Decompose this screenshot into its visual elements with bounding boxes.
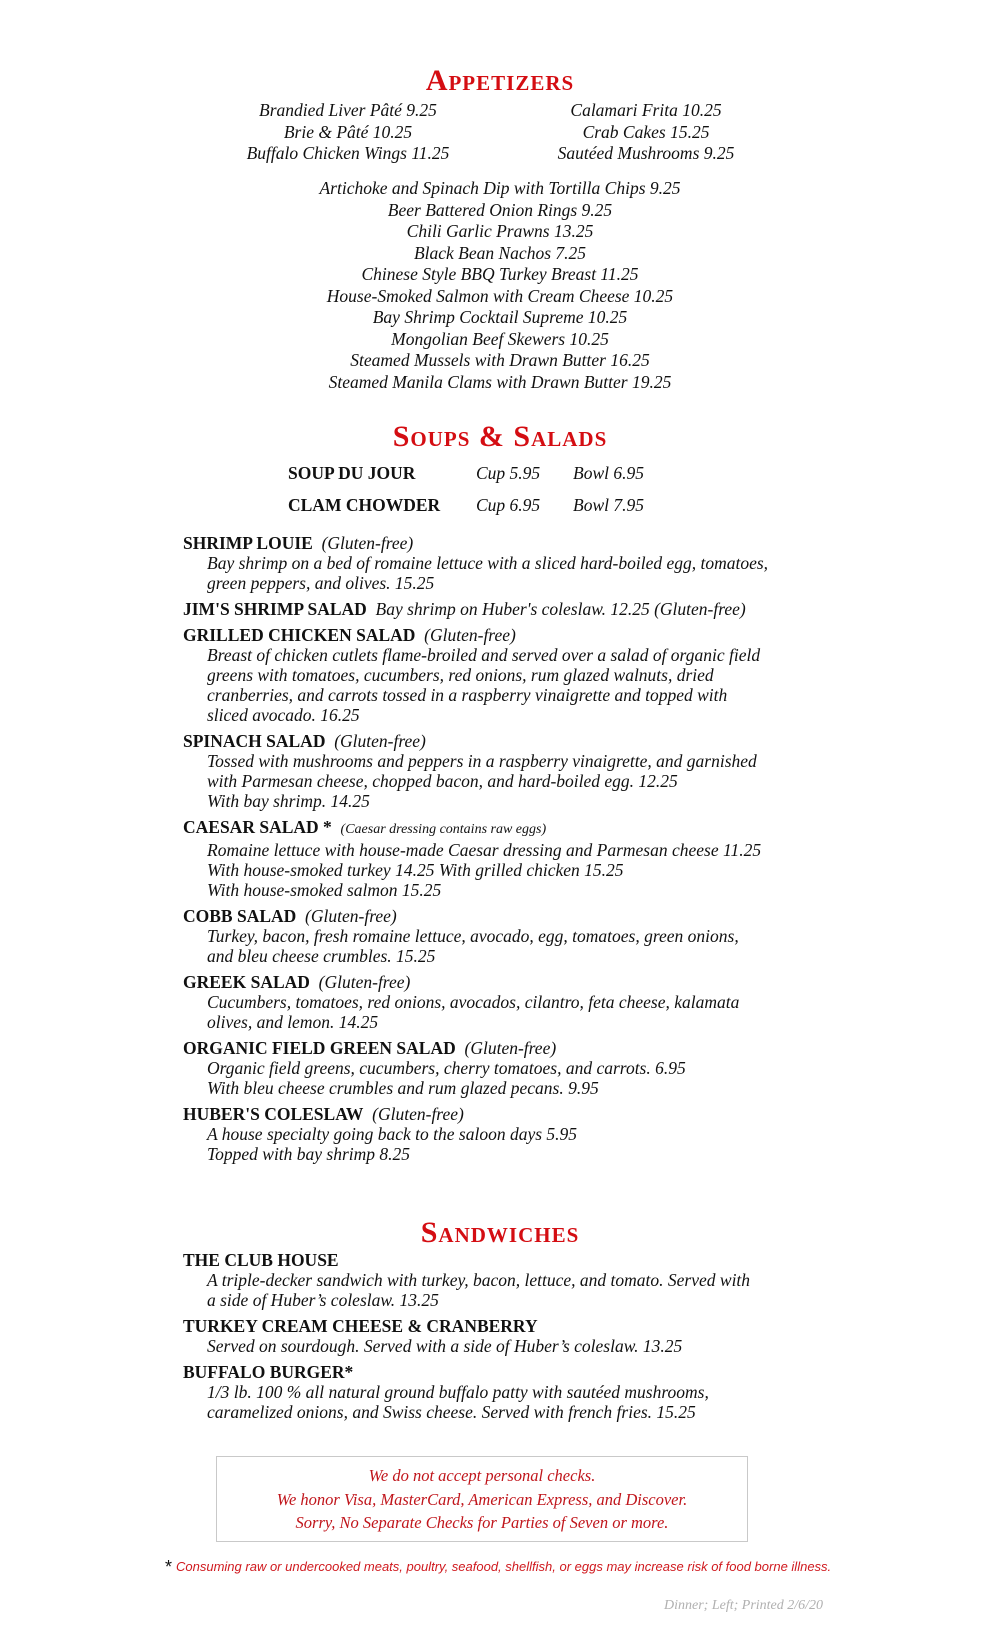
menu-item-description-line: green peppers, and olives. 15.25 xyxy=(207,573,435,593)
menu-item-header xyxy=(183,817,823,840)
menu-item-name: THE CLUB HOUSE xyxy=(183,1250,339,1270)
soup-row xyxy=(288,495,644,527)
print-footer: Dinner; Left; Printed 2/6/20 xyxy=(664,1598,824,1613)
menu-item-tag: (Gluten-free) xyxy=(372,1104,464,1124)
menu-item xyxy=(183,1362,823,1422)
menu-item-description-line: 1/3 lb. 100 % all natural ground buffalo patty with sautéed mushrooms, xyxy=(207,1382,709,1402)
menu-item-header xyxy=(183,1362,823,1382)
appetizer-item: Chili Garlic Prawns 13.25 xyxy=(406,221,594,241)
menu-item-name: TURKEY CREAM CHEESE & CRANBERRY xyxy=(183,1316,538,1336)
menu-item-tag: (Gluten-free) xyxy=(321,533,414,553)
menu-item-header xyxy=(183,972,823,992)
appetizer-item: Artichoke and Spinach Dip with Tortilla Chips 9.25 xyxy=(319,178,681,198)
menu-item-tag: (Gluten-free) xyxy=(334,731,426,751)
soup-name: CLAM CHOWDER xyxy=(288,495,441,515)
menu-item xyxy=(183,599,823,619)
asterisk-symbol: * xyxy=(165,1557,173,1577)
payment-notice-box xyxy=(216,1456,748,1542)
menu-item-header xyxy=(183,533,823,553)
menu-item-name: BUFFALO BURGER* xyxy=(183,1362,354,1382)
menu-item-description-line: Tossed with mushrooms and peppers in a raspberry vinaigrette, and garnished xyxy=(207,751,757,771)
appetizer-item: Crab Cakes 15.25 xyxy=(582,121,710,142)
appetizer-item: Brie & Pâté 10.25 xyxy=(283,121,413,142)
menu-item-tag: (Gluten-free) xyxy=(424,625,516,645)
menu-item xyxy=(183,1104,823,1164)
menu-item-description-line: Organic field greens, cucumbers, cherry tomatoes, and carrots. 6.95 xyxy=(207,1058,686,1078)
appetizer-item: Calamari Frita 10.25 xyxy=(570,100,722,120)
menu-item-description-line: With house-smoked turkey 14.25 With grilled chicken 15.25 xyxy=(207,860,624,880)
appetizer-item: Black Bean Nachos 7.25 xyxy=(413,242,587,263)
notice-line: Sorry, No Separate Checks for Parties of Seven or more. xyxy=(295,1513,669,1532)
menu-item-description-line: Topped with bay shrimp 8.25 xyxy=(207,1144,411,1164)
soups-salads-heading: Soups & Salads xyxy=(392,420,608,453)
food-safety-disclaimer xyxy=(165,1557,865,1578)
menu-item-description-line: caramelized onions, and Swiss cheese. Served with french fries. 15.25 xyxy=(207,1402,696,1422)
disclaimer-text: Consuming raw or undercooked meats, poultry, seafood, shellfish, or eggs may increase risk of food borne illness. xyxy=(176,1559,832,1574)
soup-name: SOUP DU JOUR xyxy=(288,463,416,483)
menu-item-name: SHRIMP LOUIE xyxy=(183,533,313,553)
menu-item-name: JIM'S SHRIMP SALAD xyxy=(183,599,367,619)
soup-cup-price: Cup 6.95 xyxy=(476,495,541,515)
menu-item-name: SPINACH SALAD xyxy=(183,731,326,751)
menu-item-tag: (Gluten-free) xyxy=(464,1038,557,1058)
appetizers-left-column xyxy=(236,100,460,165)
menu-item-description-line: greens with tomatoes, cucumbers, red onions, rum glazed walnuts, dried xyxy=(207,665,714,685)
salad-items xyxy=(183,533,823,1170)
menu-item-header xyxy=(183,1316,823,1336)
menu-item-tag: (Gluten-free) xyxy=(305,906,397,926)
appetizer-item: Steamed Mussels with Drawn Butter 16.25 xyxy=(350,350,650,370)
appetizer-item: Beer Battered Onion Rings 9.25 xyxy=(387,199,613,220)
menu-item-description-line: with Parmesan cheese, chopped bacon, and hard-boiled egg. 12.25 xyxy=(207,771,678,791)
menu-item xyxy=(183,625,823,725)
menu-item-description-line: Breast of chicken cutlets flame-broiled and served over a salad of organic field xyxy=(207,645,761,665)
menu-item-description-line: Bay shrimp on a bed of romaine lettuce with a sliced hard-boiled egg, tomatoes, xyxy=(207,553,769,573)
menu-item-description-line: With house-smoked salmon 15.25 xyxy=(207,880,442,900)
menu-item xyxy=(183,1316,823,1356)
soup-table xyxy=(288,463,644,527)
menu-item-tag: (Gluten-free) xyxy=(318,972,411,992)
menu-item-name: GRILLED CHICKEN SALAD xyxy=(183,625,416,645)
menu-item-inline-desc: Bay shrimp on Huber's coleslaw. 12.25 (Gluten-free) xyxy=(375,599,746,619)
menu-item-description-line: sliced avocado. 16.25 xyxy=(207,705,360,725)
menu-item-header xyxy=(183,625,823,645)
menu-item-description-line: A house specialty going back to the saloon days 5.95 xyxy=(207,1124,578,1144)
menu-item-description-line: cranberries, and carrots tossed in a raspberry vinaigrette and topped with xyxy=(207,685,728,705)
menu-item-description-line: olives, and lemon. 14.25 xyxy=(207,1012,379,1032)
soup-bowl-price: Bowl 7.95 xyxy=(573,495,644,515)
soup-bowl-price: Bowl 6.95 xyxy=(573,463,644,483)
menu-item xyxy=(183,972,823,1032)
soup-row xyxy=(288,463,644,495)
menu-item-header xyxy=(183,1104,823,1124)
menu-item-description-line: a side of Huber’s coleslaw. 13.25 xyxy=(207,1290,439,1310)
menu-item xyxy=(183,533,823,593)
appetizer-item: House-Smoked Salmon with Cream Cheese 10.25 xyxy=(326,285,674,306)
menu-item-header xyxy=(183,906,823,926)
menu-item xyxy=(183,731,823,811)
appetizers-right-column xyxy=(534,100,758,165)
menu-item-description-line: Served on sourdough. Served with a side of Huber’s coleslaw. 13.25 xyxy=(207,1336,683,1356)
menu-item-name: GREEK SALAD xyxy=(183,972,310,992)
menu-item xyxy=(183,1038,823,1098)
menu-item-description-line: and bleu cheese crumbles. 15.25 xyxy=(207,946,436,966)
soup-cup-price: Cup 5.95 xyxy=(476,463,541,483)
menu-item-name: CAESAR SALAD * xyxy=(183,817,332,837)
menu-item-description-line: Turkey, bacon, fresh romaine lettuce, avocado, egg, tomatoes, green onions, xyxy=(207,926,739,946)
menu-item-description-line: Romaine lettuce with house-made Caesar dressing and Parmesan cheese 11.25 xyxy=(207,840,762,860)
appetizer-item: Steamed Manila Clams with Drawn Butter 19.25 xyxy=(328,371,672,392)
appetizer-item: Brandied Liver Pâté 9.25 xyxy=(259,100,437,120)
menu-item-description-line: Cucumbers, tomatoes, red onions, avocados, cilantro, feta cheese, kalamata xyxy=(207,992,740,1012)
menu-item-header xyxy=(183,1038,823,1058)
menu-item-header xyxy=(183,1250,823,1270)
appetizer-item: Chinese Style BBQ Turkey Breast 11.25 xyxy=(361,264,639,284)
menu-item xyxy=(183,1250,823,1310)
appetizer-item: Bay Shrimp Cocktail Supreme 10.25 xyxy=(372,307,628,327)
menu-item-name: COBB SALAD xyxy=(183,906,297,926)
menu-item-header xyxy=(183,731,823,751)
notice-line: We do not accept personal checks. xyxy=(368,1466,596,1485)
appetizer-item: Buffalo Chicken Wings 11.25 xyxy=(246,143,450,163)
menu-item xyxy=(183,906,823,966)
menu-item-description-line: A triple-decker sandwich with turkey, bacon, lettuce, and tomato. Served with xyxy=(207,1270,751,1290)
menu-item-tag: (Caesar dressing contains raw eggs) xyxy=(340,822,547,837)
sandwiches-heading: Sandwiches xyxy=(420,1216,580,1249)
appetizers-heading: Appetizers xyxy=(425,64,575,97)
menu-item-description-line: With bay shrimp. 14.25 xyxy=(207,791,370,811)
appetizers-list xyxy=(0,178,1000,393)
appetizer-item: Mongolian Beef Skewers 10.25 xyxy=(391,328,609,349)
appetizer-item: Sautéed Mushrooms 9.25 xyxy=(557,143,735,163)
menu-item-name: HUBER'S COLESLAW xyxy=(183,1104,364,1124)
menu-item xyxy=(183,817,823,900)
menu-item-header xyxy=(183,599,823,619)
menu-item-name: ORGANIC FIELD GREEN SALAD xyxy=(183,1038,456,1058)
sandwich-items xyxy=(183,1250,823,1428)
menu-item-description-line: With bleu cheese crumbles and rum glazed pecans. 9.95 xyxy=(207,1078,599,1098)
notice-line: We honor Visa, MasterCard, American Express, and Discover. xyxy=(276,1489,688,1509)
